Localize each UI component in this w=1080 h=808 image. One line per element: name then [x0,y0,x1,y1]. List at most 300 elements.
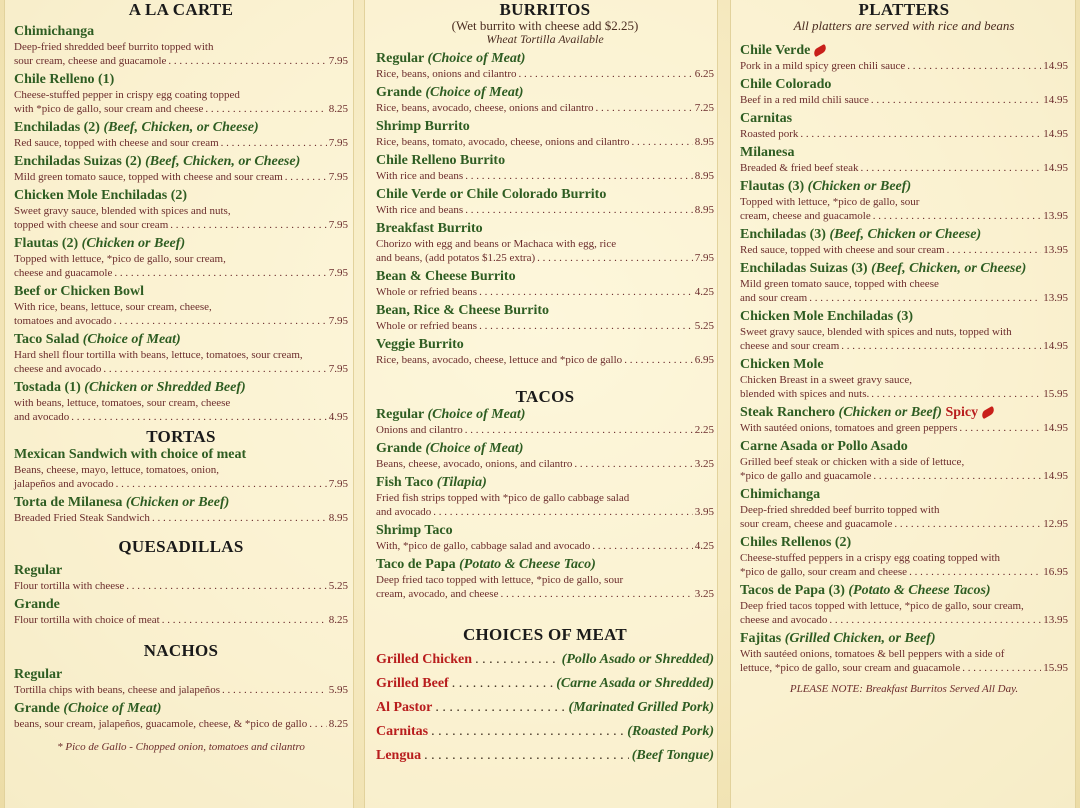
item-price: 14.95 [1043,470,1068,482]
item-price-row [376,135,714,149]
item-price-row [14,579,348,593]
item-price: 3.95 [694,506,714,518]
item-option: (Choice of Meat) [427,51,526,66]
item-name-text: Enchiladas Suizas (3) [740,261,872,276]
item-description-last: blended with spices and nuts. [740,388,870,400]
menu-item [740,356,1068,401]
item-name [14,283,348,300]
item-price: 6.25 [694,68,714,80]
item-price: 13.95 [1043,614,1068,626]
item-description-last: Beef in a red mild chili sauce [740,94,869,106]
dot-leader [221,136,327,150]
item-name [14,71,348,88]
item-price: 3.25 [694,588,714,600]
menu-item [376,50,714,81]
item-price-row [740,291,1068,305]
item-name [740,438,1068,455]
item-price-row [14,683,348,697]
dot-leader [465,203,693,217]
dot-leader [537,251,693,265]
item-name [376,220,714,237]
item-name-text: Chimichanga [740,487,821,502]
item-description: Topped with lettuce, *pico de gallo, sour cream, [14,253,226,265]
dot-leader [475,648,559,672]
item-description-last: lettuce, *pico de gallo, sour cream and guacamole [740,662,961,674]
item-option: (Potato & Cheese Tacos) [848,583,991,598]
item-price: 7.25 [694,102,714,114]
meat-name: Carnitas [376,724,429,739]
spicy-label: Spicy [945,405,979,420]
item-name [376,50,714,67]
dot-leader [152,511,327,525]
dot-leader [595,101,692,115]
dot-leader [624,353,693,367]
item-description-last: topped with cheese and sour cream [14,219,169,231]
column-middle [360,0,722,808]
item-name-text: Chicken Mole [740,357,824,372]
item-name-text: Bean, Rice & Cheese Burrito [376,303,550,318]
item-name-text: Steak Ranchero [740,405,839,420]
meat-description: (Carne Asada or Shredded) [556,676,714,691]
section-quesadillas [14,562,348,627]
item-price: 3.25 [694,458,714,470]
item-name-text: Bean & Cheese Burrito [376,269,516,284]
item-price-row [14,54,348,68]
dot-leader [800,127,1041,141]
menu-item [740,308,1068,353]
item-description-last: jalapeños and avocado [14,478,114,490]
item-price: 7.95 [328,267,348,279]
item-price-row [740,661,1068,675]
item-name-text: Taco de Papa [376,557,460,572]
item-price: 5.25 [694,320,714,332]
item-name-text: Fajitas [740,631,785,646]
item-option: (Grilled Chicken, or Beef) [784,631,936,646]
item-name [740,308,1068,325]
item-description-last: Rice, beans, avocado, cheese, lettuce and *pico de gallo [376,354,623,366]
item-name-text: Fish Taco [376,475,437,490]
menu-item [740,486,1068,531]
menu-item [14,283,348,328]
item-description-last: beans, sour cream, jalapeños, guacamole, cheese, & *pico de gallo [14,718,308,730]
item-price: 8.95 [694,170,714,182]
item-price-row [14,170,348,184]
item-price: 4.95 [328,411,348,423]
menu-item [14,666,348,697]
menu-item [14,153,348,184]
item-name [740,356,1068,373]
item-name-text: Regular [376,407,428,422]
meat-choice [376,696,714,720]
item-description: Chicken Breast in a sweet gravy sauce, [740,374,912,386]
item-price: 8.95 [694,204,714,216]
item-name-text: Carne Asada or Pollo Asado [740,439,908,454]
item-name-text: Flautas (2) [14,236,82,251]
menu-item [376,186,714,217]
item-price: 14.95 [1043,60,1068,72]
item-price-row [740,565,1068,579]
burritos-note: (Wet burrito with cheese add $2.25) [451,18,639,33]
item-name-text: Chimichanga [14,24,95,39]
menu-item [14,379,348,424]
item-description-last: cheese and avocado [14,363,102,375]
item-name-text: Carnitas [740,111,793,126]
item-name [14,446,348,463]
item-price-row [14,477,348,491]
item-price-row [740,469,1068,483]
item-name [740,582,1068,599]
item-description: Sweet gravy sauce, blended with spices and nuts, [14,205,231,217]
item-name-text: Tacos de Papa (3) [740,583,849,598]
menu-item [14,700,348,731]
item-option: (Tilapia) [436,475,487,490]
item-option: (Chicken or Beef) [807,179,912,194]
dot-leader [103,362,326,376]
item-description-last: Rice, beans, tomato, avocado, cheese, onions and cilantro [376,136,630,148]
item-price: 7.95 [328,478,348,490]
section-alacarte [14,23,348,424]
item-price-row [376,285,714,299]
menu-item [14,331,348,376]
item-description: Grilled beef steak or chicken with a side of lettuce, [740,456,965,468]
item-price-row [376,539,714,553]
dot-leader [71,410,326,424]
item-name [740,110,1068,127]
item-price: 8.25 [328,103,348,115]
item-price: 8.95 [328,512,348,524]
item-option: (Beef, Chicken or Cheese) [829,227,982,242]
item-price: 7.95 [328,171,348,183]
item-description: Chorizo with egg and beans or Machaca with egg, rice [376,238,617,250]
section-nachos [14,666,348,731]
meat-name: Al Pastor [376,700,433,715]
item-price-row [740,243,1068,257]
menu-item [740,404,1068,435]
item-description: Deep-fried shredded beef burrito topped with [740,504,940,516]
item-name-text: Chile Relleno (1) [14,72,115,87]
item-description: Topped with lettuce, *pico de gallo, sour [740,196,920,208]
item-name-text: Chicken Mole Enchiladas (2) [14,188,188,203]
item-price-row [14,613,348,627]
section-meats [376,648,714,768]
dot-leader [114,314,327,328]
item-name [376,84,714,101]
dot-leader [126,579,326,593]
dot-leader [500,587,692,601]
meat-description: (Marinated Grilled Pork) [568,700,714,715]
item-option: (Beef, Chicken, or Cheese) [103,120,259,135]
menu-item [14,187,348,232]
menu-item [740,226,1068,257]
item-description-last: and avocado [376,506,432,518]
section-title-tortas: TORTAS [146,427,216,446]
item-name [376,302,714,319]
item-price-row [14,314,348,328]
dot-leader [592,539,692,553]
item-name-text: Flautas (3) [740,179,808,194]
item-description-last: Red sauce, topped with cheese and sour cream [14,137,219,149]
dot-leader [947,243,1042,257]
item-description-last: Beans, cheese, avocado, onions, and cilantro [376,458,573,470]
item-description-last: Pork in a mild spicy green chili sauce [740,60,906,72]
section-title-tacos: TACOS [515,387,575,406]
menu-item [740,42,1068,73]
dot-leader [205,102,326,116]
item-name-text: Enchiladas Suizas (2) [14,154,146,169]
item-description-last: and sour cream [740,292,808,304]
item-price-row [14,362,348,376]
menu-item [376,556,714,601]
item-price-row [376,203,714,217]
platters-note: All platters are served with rice and beans [793,18,1015,33]
dot-leader [431,720,624,744]
dot-leader [574,457,692,471]
section-title-burritos: BURRITOS [499,0,591,19]
item-price-row [740,339,1068,353]
menu-item [376,440,714,471]
dot-leader [222,683,327,697]
item-name [376,556,714,573]
item-price-row [376,505,714,519]
item-description-last: sour cream, cheese and guacamole [14,55,167,67]
item-name-text: Chile Relleno Burrito [376,153,506,168]
item-description: Deep fried taco topped with lettuce, *pico de gallo, sour [376,574,624,586]
dot-leader [479,319,693,333]
item-name [740,144,1068,161]
item-name [376,152,714,169]
item-description-last: sour cream, cheese and guacamole [740,518,893,530]
item-name [376,406,714,423]
item-description: Fried fish strips topped with *pico de gallo cabbage salad [376,492,630,504]
item-price: 7.95 [328,137,348,149]
item-price-row [376,587,714,601]
item-description: Beans, cheese, mayo, lettuce, tomatoes, onion, [14,464,219,476]
item-price: 16.95 [1043,566,1068,578]
burritos-tortilla-note: Wheat Tortilla Available [486,32,604,46]
dot-leader [873,209,1042,223]
item-description-last: Flour tortilla with choice of meat [14,614,160,626]
item-name [14,119,348,136]
item-price: 5.95 [328,684,348,696]
section-title-alacarte: A LA CARTE [128,0,234,19]
item-description-last: tomatoes and avocado [14,315,112,327]
item-option: (Choice of Meat) [425,85,524,100]
dot-leader [168,54,326,68]
dot-leader [959,421,1041,435]
menu-item [376,220,714,265]
section-tortas [14,446,348,525]
item-price: 12.95 [1043,518,1068,530]
dot-leader [170,218,327,232]
item-description-last: Whole or refried beans [376,320,478,332]
dot-leader [116,477,327,491]
item-name-text: Enchiladas (3) [740,227,830,242]
item-name-text: Chile Verde [740,43,811,58]
item-price: 15.95 [1043,388,1068,400]
item-description-last: cheese and sour cream [740,340,840,352]
item-description-last: With, *pico de gallo, cabbage salad and avocado [376,540,591,552]
item-description: With sautéed onions, tomatoes & bell peppers with a side of [740,648,1005,660]
meat-choice [376,720,714,744]
dot-leader [309,717,327,731]
dot-leader [479,285,693,299]
item-name [14,596,348,613]
meat-name: Grilled Beef [376,676,449,691]
dot-leader [829,613,1041,627]
menu-item [740,534,1068,579]
item-option: (Choice of Meat) [425,441,524,456]
item-name-text: Chile Colorado [740,77,832,92]
item-price: 7.95 [328,363,348,375]
dot-leader [871,387,1041,401]
item-description-last: cream, cheese and guacamole [740,210,871,222]
menu-item [14,71,348,116]
dot-leader [841,339,1041,353]
item-name [14,153,348,170]
item-name [14,331,348,348]
item-description-last: Tortilla chips with beans, cheese and jalapeños [14,684,221,696]
menu-item [14,119,348,150]
item-description-last: Breaded Fried Steak Sandwich [14,512,150,524]
item-name [14,23,348,40]
dot-leader [424,744,629,768]
meat-name: Grilled Chicken [376,652,473,667]
item-option: (Potato & Cheese Taco) [459,557,596,572]
item-price: 4.25 [694,540,714,552]
item-name [740,486,1068,503]
section-tacos [376,406,714,601]
item-name [14,666,348,683]
item-price: 2.25 [694,424,714,436]
menu-item [14,596,348,627]
item-name [740,76,1068,93]
item-price-row [740,613,1068,627]
item-price-row [14,102,348,116]
item-price-row [14,136,348,150]
item-description-last: *pico de gallo, sour cream and cheese [740,566,908,578]
item-name-text: Shrimp Burrito [376,119,470,134]
chili-pepper-icon [813,44,829,57]
item-name-text: Veggie Burrito [376,337,464,352]
footnote-pico: * Pico de Gallo - Chopped onion, tomatoes and cilantro [57,741,305,753]
column-left [0,0,358,808]
dot-leader [162,613,327,627]
dot-leader [871,93,1041,107]
item-option: (Chicken or Beef) [81,236,186,251]
item-description-last: With rice and beans [376,204,464,216]
item-name-text: Milanesa [740,145,795,160]
item-price-row [376,101,714,115]
item-description-last: cheese and guacamole [14,267,113,279]
item-description-last: With rice and beans [376,170,464,182]
item-name-text: Tostada (1) [14,380,85,395]
menu-item [740,630,1068,675]
item-description-last: *pico de gallo and guacamole [740,470,872,482]
item-name-text: Chicken Mole Enchiladas (3) [740,309,914,324]
item-option: (Beef, Chicken, or Cheese) [871,261,1027,276]
item-name-text: Grande [376,85,426,100]
menu-item [740,110,1068,141]
item-description: Cheese-stuffed peppers in a crispy egg coating topped with [740,552,1001,564]
item-name [14,187,348,204]
item-description-last: Whole or refried beans [376,286,478,298]
item-description-last: Red sauce, topped with cheese and sour cream [740,244,945,256]
item-description-last: Roasted pork [740,128,799,140]
dot-leader [435,696,565,720]
item-name [740,42,1068,59]
item-description-last: Rice, beans, onions and cilantro [376,68,517,80]
menu-item [376,118,714,149]
item-name [376,522,714,539]
menu-item [14,562,348,593]
item-name [376,474,714,491]
item-price-row [740,421,1068,435]
item-option: (Beef, Chicken, or Cheese) [145,154,301,169]
item-price-row [740,387,1068,401]
dot-leader [907,59,1041,73]
item-description: Mild green tomato sauce, topped with cheese [740,278,939,290]
item-price-row [14,410,348,424]
item-option: (Chicken or Beef) [838,405,946,420]
item-price-row [376,251,714,265]
item-price-row [740,209,1068,223]
item-description: Deep fried tacos topped with lettuce, *pico de gallo, sour cream, [740,600,1024,612]
menu-item [376,268,714,299]
item-price-row [14,511,348,525]
item-description-last: and avocado [14,411,70,423]
item-price-row [14,266,348,280]
section-title-platters: PLATTERS [858,0,950,19]
item-price: 15.95 [1043,662,1068,674]
item-description: with beans, lettuce, tomatoes, sour cream, cheese [14,397,231,409]
item-name [14,379,348,396]
dot-leader [909,565,1041,579]
item-price-row [740,161,1068,175]
item-name [376,268,714,285]
item-name-text: Chile Verde or Chile Colorado Burrito [376,187,607,202]
item-price: 4.25 [694,286,714,298]
item-description-last: cheese and avocado [740,614,828,626]
item-name-text: Taco Salad [14,332,83,347]
section-burritos [376,50,714,367]
menu-item [14,494,348,525]
item-price: 7.95 [328,55,348,67]
menu-item [14,446,348,491]
item-option: (Choice of Meat) [82,332,181,347]
dot-leader [114,266,326,280]
item-name-text: Regular [14,667,63,682]
section-platters [740,42,1068,675]
item-description-last: cream, avocado, and cheese [376,588,499,600]
item-option: (Chicken or Beef) [125,495,230,510]
dot-leader [452,672,554,696]
item-name [740,178,1068,195]
item-price: 13.95 [1043,292,1068,304]
dot-leader [519,67,693,81]
item-name-text: Mexican Sandwich with choice of meat [14,447,247,462]
item-name-text: Breakfast Burrito [376,221,483,236]
menu-item [376,302,714,333]
item-description-last: With sautéed onions, tomatoes and green peppers [740,422,958,434]
item-name [740,404,1068,421]
item-description-last: with *pico de gallo, sour cream and cheese [14,103,204,115]
item-description-last: and beans, (add potatos $1.25 extra) [376,252,536,264]
meat-description: (Pollo Asado or Shredded) [561,652,714,667]
section-title-meats: CHOICES OF MEAT [462,625,628,644]
item-price: 7.95 [694,252,714,264]
item-description: Cheese-stuffed pepper in crispy egg coating topped [14,89,240,101]
item-price: 8.95 [694,136,714,148]
